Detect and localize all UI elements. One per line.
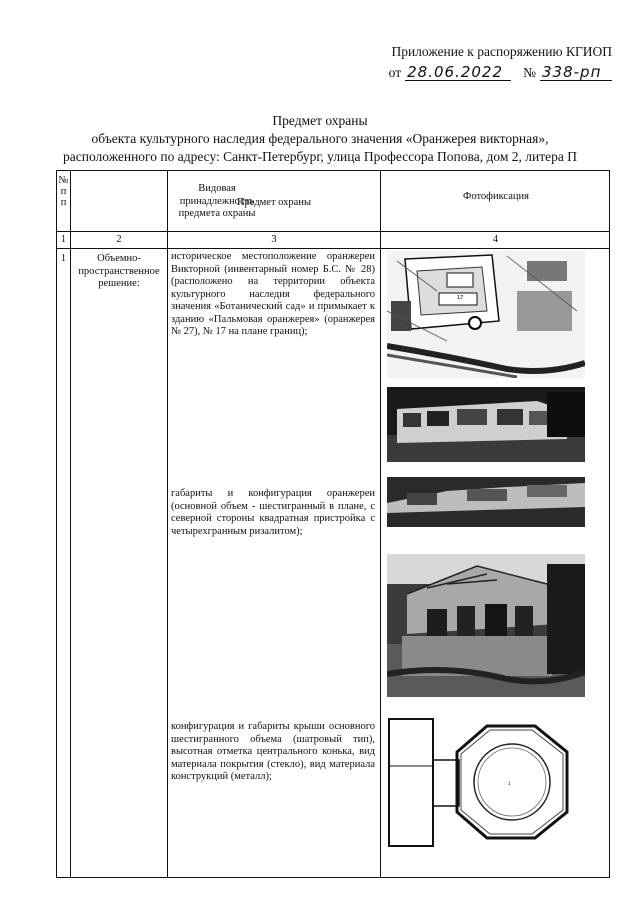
number-label: №: [523, 65, 536, 80]
building-photo-2: [387, 477, 585, 527]
row-category: Объемно-пространственное решение:: [78, 253, 160, 289]
subject-item-location: историческое местоположение оранжереи Викторной (инвентарный номер Б.С. № 28) (расположено на территории объекта культурного наследия федерального значения «Ботанический сад» и примыкает к зданию «Пальмовая оранжерея» (оранжерея № 27), № 17 на плане границ);: [171, 251, 375, 337]
from-label: от: [388, 65, 402, 80]
col-number-3: 3: [271, 234, 277, 245]
building-photo-1: [387, 387, 585, 462]
order-line: [389, 64, 612, 81]
header-no-part: п: [60, 197, 67, 208]
header-category: Видовая принадлежность предмета охраны: [178, 183, 256, 219]
col-number-2: 2: [116, 234, 122, 245]
col-number-1: 1: [60, 234, 67, 245]
header-no: [57, 175, 70, 208]
title-line-1: Предмет охраны: [272, 113, 368, 128]
col-divider: [380, 171, 381, 877]
col-number-4: 4: [492, 234, 499, 245]
order-number: 338-рп: [540, 64, 612, 81]
protection-table: [56, 170, 610, 878]
header-subject: Предмет охраны: [236, 197, 312, 208]
floor-plan-image: [387, 716, 585, 849]
header-photo: Фотофиксация: [463, 191, 529, 202]
greenhouse-photo: [387, 554, 585, 697]
order-date: 28.06.2022: [405, 64, 511, 81]
subject-item-dimensions: габариты и конфигурация оранжереи (основной объем - шестигранный в плане, с северной стороны квадратная пристройка с четырехгранным ризалитом);: [171, 488, 375, 537]
col-divider: [167, 171, 168, 877]
row-divider: [57, 231, 609, 232]
appendix-label: Приложение к распоряжению КГИОП: [391, 44, 612, 59]
subject-item-roof: конфигурация и габариты крыши основного шестигранного объема (шатровый тип), высотная отметка центрального конька, вид материала покрытия (стекло), вид материала конструкций (металл);: [171, 721, 375, 782]
title-line-2: объекта культурного наследия федерального значения «Оранжерея викторная»,: [91, 131, 549, 146]
header-no-part: №: [58, 175, 69, 186]
header-no-part: п: [60, 186, 67, 197]
title-line-3: расположенного по адресу: Санкт-Петербург, улица Профессора Попова, дом 2, литера П: [63, 149, 577, 164]
site-plan-image: [387, 251, 585, 378]
svg-text:1: 1: [508, 781, 511, 786]
row-divider: [57, 248, 609, 249]
row-no: 1: [60, 253, 67, 264]
svg-text:17: 17: [457, 295, 464, 301]
